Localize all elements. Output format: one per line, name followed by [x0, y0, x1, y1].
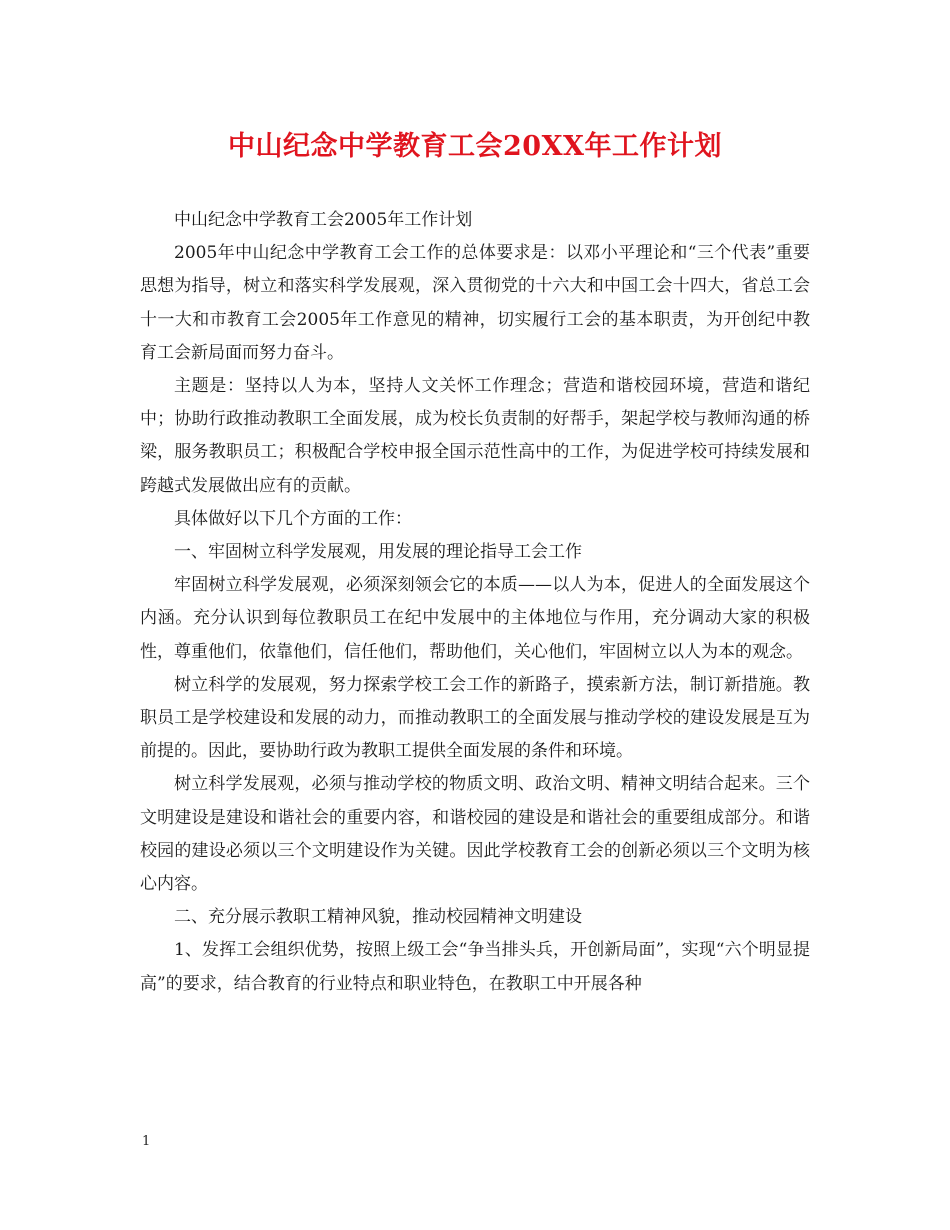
paragraph-people-oriented: 牢固树立科学发展观，必须深刻领会它的本质——以人为本，促进人的全面发展这个内涵。充分认识到每位教职员工在纪中发展中的主体地位与作用，充分调动大家的积极性，尊重他们，依靠他们，信任他们，帮助他们，关心他们，牢固树立以人为本的观念。: [140, 575, 810, 662]
paragraph-three-civilizations: 树立科学发展观，必须与推动学校的物质文明、政治文明、精神文明结合起来。三个文明建设是建设和谐社会的重要内容，和谐校园的建设是和谐社会的重要组成部分。和谐校园的建设必须以三个文明建设作为关键。因此学校教育工会的创新必须以三个文明为核心内容。: [140, 774, 810, 895]
paragraph-new-methods: 树立科学的发展观，努力探索学校工会工作的新路子，摸索新方法，制订新措施。教职员工是学校建设和发展的动力，而推动教职工的全面发展与推动学校的建设发展是互为前提的。因此，要协助行政为教职工提供全面发展的条件和环境。: [140, 674, 810, 762]
page-number: 1: [142, 1134, 151, 1149]
document-body: [140, 204, 810, 1001]
paragraph-union-advantages: 1、发挥工会组织优势，按照上级工会“争当排头兵，开创新局面”，实现“六个明显提高”的要求，结合教育的行业特点和职业特色，在教职工中开展各种: [140, 940, 810, 994]
section-heading-1: 一、牢固树立科学发展观，用发展的理论指导工会工作: [174, 542, 582, 563]
paragraph-specific-work-intro: 具体做好以下几个方面的工作：: [174, 508, 412, 529]
paragraph-overall-requirements: 2005年中山纪念中学教育工会工作的总体要求是：以邓小平理论和“三个代表”重要思想为指导，树立和落实科学发展观，深入贯彻党的十六大和中国工会十四大，省总工会十一大和市教育工会2005年工作意见的精神，切实履行工会的基本职责，为开创纪中教育工会新局面而努力奋斗。: [140, 243, 810, 363]
paragraph-theme: 主题是：坚持以人为本，坚持人文关怀工作理念；营造和谐校园环境，营造和谐纪中；协助行政推动教职工全面发展，成为校长负责制的好帮手，架起学校与教师沟通的桥梁，服务教职员工；积极配合学校申报全国示范性高中的工作，为促进学校可持续发展和跨越式发展做出应有的贡献。: [140, 376, 810, 496]
paragraph-subtitle: 中山纪念中学教育工会2005年工作计划: [174, 210, 473, 230]
section-heading-2: 二、充分展示教职工精神风貌，推动校园精神文明建设: [174, 907, 582, 928]
document-title: 中山纪念中学教育工会20XX年工作计划: [228, 131, 722, 162]
